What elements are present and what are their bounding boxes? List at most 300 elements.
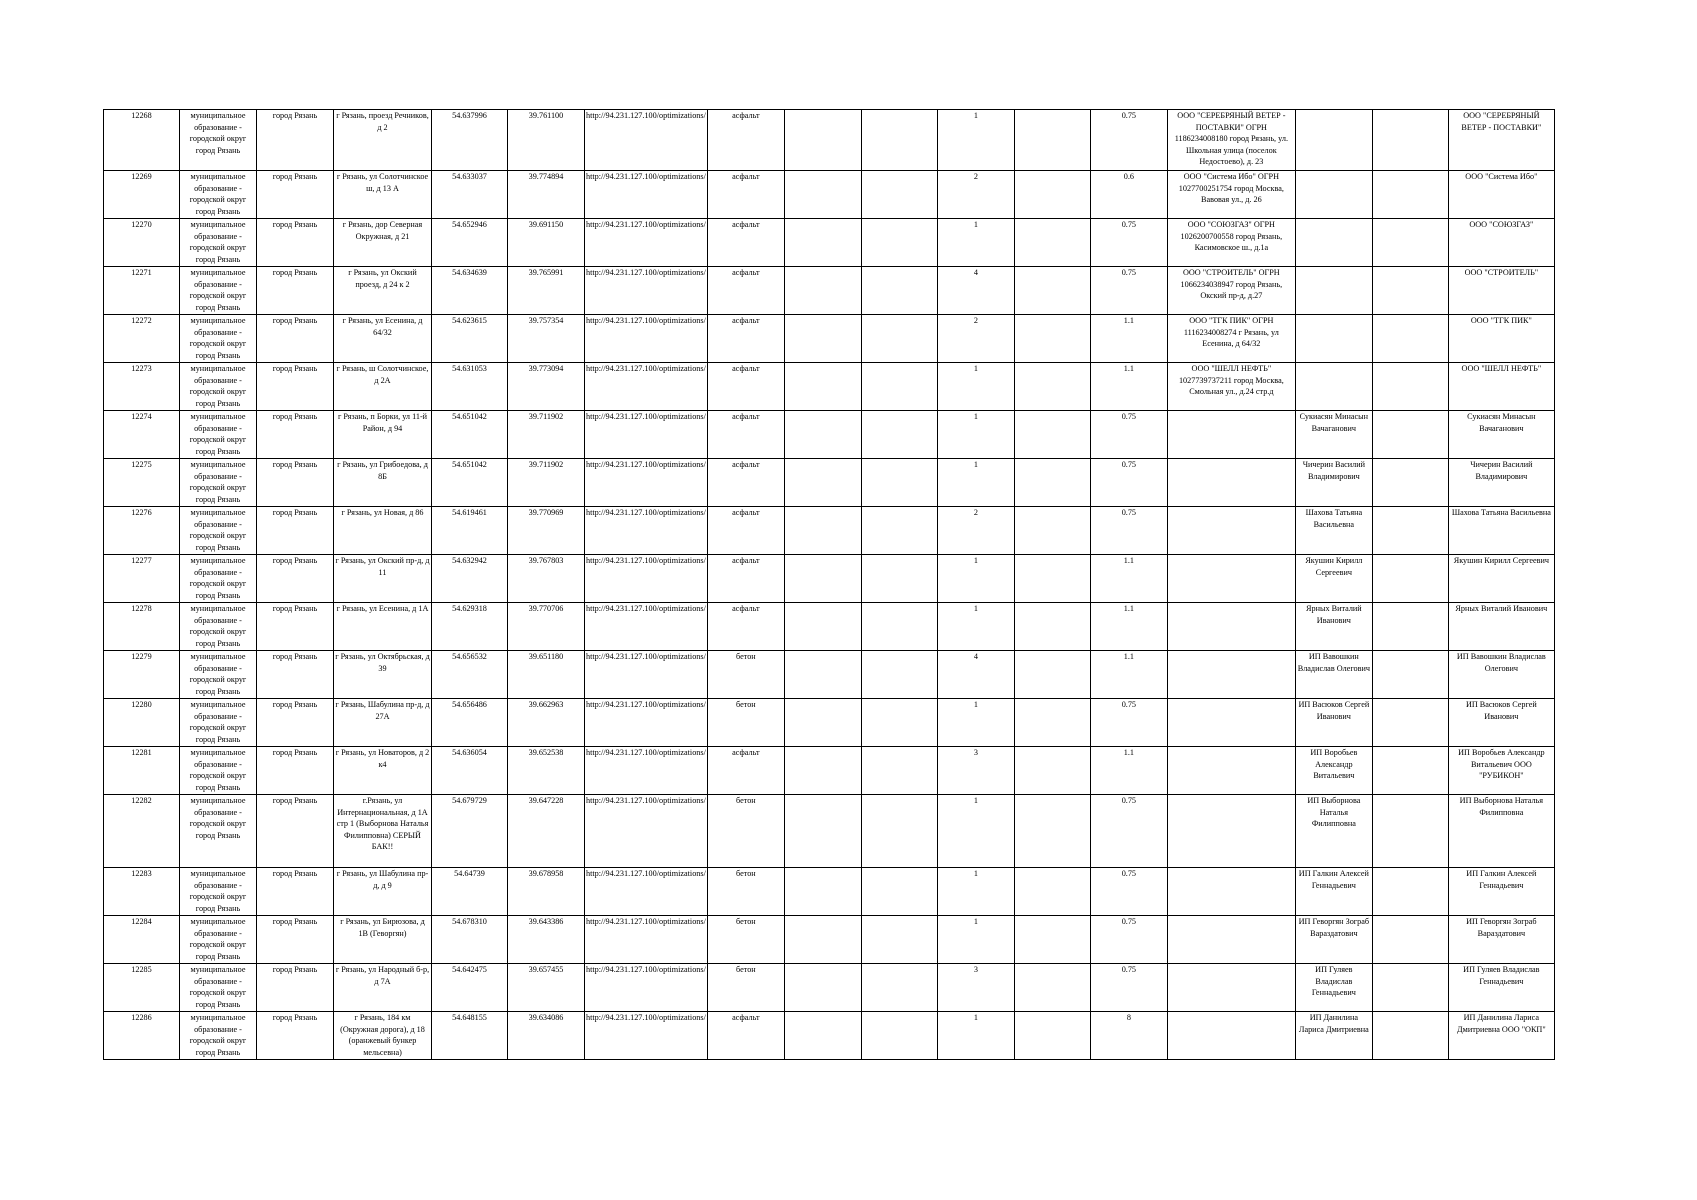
cell-empty [1372, 868, 1448, 916]
cell-municipality: муниципальное образование - городской округ город Рязань [180, 651, 257, 699]
cell-individual: Шахова Татьяна Васильевна [1295, 507, 1372, 555]
cell-longitude: 39.711902 [508, 411, 585, 459]
table-row [104, 555, 1555, 603]
cell-latitude: 54.651042 [432, 459, 508, 507]
cell-address: г Рязань, Шабулина пр-д, д 27А [334, 699, 432, 747]
cell-longitude: 39.774894 [508, 171, 585, 219]
cell-longitude: 39.765991 [508, 267, 585, 315]
cell-link[interactable]: http://94.231.127.100/optimizations/ [585, 315, 708, 363]
cell-empty [1372, 1012, 1448, 1060]
cell-address: г Рязань, ул Окский проезд, д 24 к 2 [334, 267, 432, 315]
table-body [104, 110, 1555, 1060]
cell-container-count: 1 [937, 916, 1014, 964]
cell-empty [1014, 1012, 1090, 1060]
cell-empty [861, 795, 937, 868]
cell-owner: ИП Гуляев Владислав Геннадьевич [1448, 964, 1554, 1012]
cell-organization: ООО "СЕРЕБРЯНЫЙ ВЕТЕР - ПОСТАВКИ" ОГРН 1186234008180 город Рязань, ул. Школьная улица (поселок Недостоево), д. 23 [1167, 110, 1295, 171]
cell-empty [861, 699, 937, 747]
cell-container-count: 4 [937, 651, 1014, 699]
cell-individual: ИП Галкин Алексей Геннадьевич [1295, 868, 1372, 916]
cell-empty [1014, 110, 1090, 171]
cell-id: 12268 [104, 110, 180, 171]
table-row [104, 267, 1555, 315]
cell-address: г Рязань, ш Солотчинское, д 2А [334, 363, 432, 411]
cell-link[interactable]: http://94.231.127.100/optimizations/ [585, 747, 708, 795]
cell-link[interactable]: http://94.231.127.100/optimizations/ [585, 964, 708, 1012]
cell-latitude: 54.652946 [432, 219, 508, 267]
cell-individual: ИП Геворгян Зограб Вараздатович [1295, 916, 1372, 964]
cell-longitude: 39.662963 [508, 699, 585, 747]
cell-city: город Рязань [257, 507, 334, 555]
cell-municipality: муниципальное образование - городской округ город Рязань [180, 411, 257, 459]
cell-container-volume: 0.6 [1090, 171, 1167, 219]
table-row [104, 219, 1555, 267]
cell-owner: Якушин Кирилл Сергеевич [1448, 555, 1554, 603]
cell-id: 12274 [104, 411, 180, 459]
table-row [104, 315, 1555, 363]
cell-latitude: 54.678310 [432, 916, 508, 964]
table-row [104, 603, 1555, 651]
cell-individual [1295, 267, 1372, 315]
cell-surface: асфальт [707, 459, 784, 507]
cell-link[interactable]: http://94.231.127.100/optimizations/ [585, 795, 708, 868]
cell-id: 12282 [104, 795, 180, 868]
cell-municipality: муниципальное образование - городской округ город Рязань [180, 171, 257, 219]
cell-empty [1014, 603, 1090, 651]
cell-link[interactable]: http://94.231.127.100/optimizations/ [585, 219, 708, 267]
cell-link[interactable]: http://94.231.127.100/optimizations/ [585, 699, 708, 747]
cell-empty [784, 699, 861, 747]
cell-individual: ИП Гуляев Владислав Геннадьевич [1295, 964, 1372, 1012]
cell-container-count: 1 [937, 795, 1014, 868]
cell-owner: Сукиасян Минасын Вачаганович [1448, 411, 1554, 459]
cell-organization [1167, 459, 1295, 507]
cell-link[interactable]: http://94.231.127.100/optimizations/ [585, 1012, 708, 1060]
cell-surface: асфальт [707, 110, 784, 171]
cell-empty [861, 964, 937, 1012]
cell-empty [1014, 747, 1090, 795]
cell-empty [861, 171, 937, 219]
cell-address: г Рязань, ул Есенина, д 64/32 [334, 315, 432, 363]
cell-latitude: 54.631053 [432, 363, 508, 411]
cell-container-count: 2 [937, 507, 1014, 555]
cell-address: г Рязань, ул Шабулина пр-д, д 9 [334, 868, 432, 916]
cell-organization [1167, 916, 1295, 964]
cell-municipality: муниципальное образование - городской округ город Рязань [180, 964, 257, 1012]
cell-id: 12281 [104, 747, 180, 795]
registry-table [103, 109, 1555, 1060]
cell-container-volume: 0.75 [1090, 219, 1167, 267]
cell-longitude: 39.770969 [508, 507, 585, 555]
cell-container-volume: 0.75 [1090, 868, 1167, 916]
cell-owner: ИП Выборнова Наталья Филипповна [1448, 795, 1554, 868]
cell-container-volume: 0.75 [1090, 916, 1167, 964]
cell-empty [1014, 363, 1090, 411]
cell-link[interactable]: http://94.231.127.100/optimizations/ [585, 267, 708, 315]
cell-empty [861, 603, 937, 651]
cell-empty [861, 916, 937, 964]
cell-surface: асфальт [707, 1012, 784, 1060]
cell-organization [1167, 747, 1295, 795]
cell-longitude: 39.767803 [508, 555, 585, 603]
cell-empty [784, 507, 861, 555]
cell-owner: ИП Геворгян Зограб Вараздатович [1448, 916, 1554, 964]
cell-surface: бетон [707, 868, 784, 916]
cell-empty [1014, 699, 1090, 747]
cell-empty [861, 459, 937, 507]
table-row [104, 747, 1555, 795]
table-row [104, 868, 1555, 916]
cell-empty [1372, 699, 1448, 747]
cell-empty [1014, 507, 1090, 555]
cell-longitude: 39.634086 [508, 1012, 585, 1060]
cell-empty [1014, 315, 1090, 363]
cell-surface: асфальт [707, 507, 784, 555]
cell-empty [1372, 747, 1448, 795]
cell-address: г Рязань, дор Северная Окружная, д 21 [334, 219, 432, 267]
cell-owner: ООО "ШЕЛЛ НЕФТЬ" [1448, 363, 1554, 411]
cell-empty [1014, 964, 1090, 1012]
cell-empty [784, 110, 861, 171]
cell-latitude: 54.642475 [432, 964, 508, 1012]
cell-longitude: 39.643386 [508, 916, 585, 964]
cell-individual [1295, 363, 1372, 411]
cell-organization [1167, 507, 1295, 555]
cell-city: город Рязань [257, 363, 334, 411]
cell-organization [1167, 603, 1295, 651]
cell-empty [1014, 267, 1090, 315]
cell-empty [861, 747, 937, 795]
table-row [104, 110, 1555, 171]
cell-link[interactable]: http://94.231.127.100/optimizations/ [585, 459, 708, 507]
cell-empty [1372, 507, 1448, 555]
cell-owner: ООО "СЕРЕБРЯНЫЙ ВЕТЕР - ПОСТАВКИ" [1448, 110, 1554, 171]
cell-organization [1167, 868, 1295, 916]
table-row [104, 171, 1555, 219]
cell-latitude: 54.656532 [432, 651, 508, 699]
cell-organization [1167, 651, 1295, 699]
cell-organization: ООО "СТРОИТЕЛЬ" ОГРН 1066234038947 город Рязань, Окский пр-д, д.27 [1167, 267, 1295, 315]
cell-empty [1372, 110, 1448, 171]
cell-container-volume: 1.1 [1090, 651, 1167, 699]
cell-address: г Рязань, 184 км (Окружная дорога), д 18 (оранжевый бункер мельсевна) [334, 1012, 432, 1060]
cell-surface: бетон [707, 651, 784, 699]
cell-city: город Рязань [257, 555, 334, 603]
table-row [104, 411, 1555, 459]
cell-container-volume: 1.1 [1090, 363, 1167, 411]
cell-municipality: муниципальное образование - городской округ город Рязань [180, 747, 257, 795]
cell-owner: ООО "СОЮЗГАЗ" [1448, 219, 1554, 267]
cell-city: город Рязань [257, 1012, 334, 1060]
cell-longitude: 39.657455 [508, 964, 585, 1012]
cell-individual: Якушин Кирилл Сергеевич [1295, 555, 1372, 603]
cell-id: 12285 [104, 964, 180, 1012]
cell-longitude: 39.770706 [508, 603, 585, 651]
cell-latitude: 54.619461 [432, 507, 508, 555]
cell-address: г Рязань, ул Новаторов, д 2 к4 [334, 747, 432, 795]
cell-empty [784, 267, 861, 315]
cell-city: город Рязань [257, 651, 334, 699]
cell-municipality: муниципальное образование - городской округ город Рязань [180, 603, 257, 651]
cell-container-volume: 1.1 [1090, 603, 1167, 651]
cell-empty [1372, 916, 1448, 964]
cell-container-volume: 1.1 [1090, 555, 1167, 603]
table-row [104, 459, 1555, 507]
cell-empty [1014, 555, 1090, 603]
cell-id: 12280 [104, 699, 180, 747]
cell-empty [861, 267, 937, 315]
cell-id: 12286 [104, 1012, 180, 1060]
cell-empty [1372, 651, 1448, 699]
cell-container-count: 3 [937, 964, 1014, 1012]
cell-address: г.Рязань, ул Интернациональная, д 1А стр 1 (Выборнова Наталья Филипповна) СЕРЫЙ БАК!! [334, 795, 432, 868]
cell-empty [861, 507, 937, 555]
cell-id: 12269 [104, 171, 180, 219]
cell-empty [861, 411, 937, 459]
cell-latitude: 54.634639 [432, 267, 508, 315]
cell-container-count: 1 [937, 110, 1014, 171]
cell-municipality: муниципальное образование - городской округ город Рязань [180, 363, 257, 411]
cell-empty [784, 555, 861, 603]
cell-address: г Рязань, п Борки, ул 11-й Район, д 94 [334, 411, 432, 459]
cell-municipality: муниципальное образование - городской округ город Рязань [180, 459, 257, 507]
cell-empty [1014, 868, 1090, 916]
cell-empty [784, 603, 861, 651]
cell-individual [1295, 171, 1372, 219]
cell-owner: ИП Галкин Алексей Геннадьевич [1448, 868, 1554, 916]
table-row [104, 651, 1555, 699]
cell-surface: асфальт [707, 411, 784, 459]
cell-surface: бетон [707, 964, 784, 1012]
cell-municipality: муниципальное образование - городской округ город Рязань [180, 315, 257, 363]
cell-empty [861, 315, 937, 363]
table-row [104, 916, 1555, 964]
cell-empty [1372, 411, 1448, 459]
cell-longitude: 39.711902 [508, 459, 585, 507]
cell-municipality: муниципальное образование - городской округ город Рязань [180, 267, 257, 315]
cell-link[interactable]: http://94.231.127.100/optimizations/ [585, 411, 708, 459]
cell-id: 12277 [104, 555, 180, 603]
cell-address: г Рязань, ул Октябрьская, д 39 [334, 651, 432, 699]
cell-city: город Рязань [257, 795, 334, 868]
cell-owner: ИП Вавошкин Владислав Олегович [1448, 651, 1554, 699]
cell-city: город Рязань [257, 964, 334, 1012]
cell-container-volume: 1.1 [1090, 315, 1167, 363]
cell-city: город Рязань [257, 110, 334, 171]
cell-empty [1014, 459, 1090, 507]
cell-individual: Сукиасян Минасын Вачаганович [1295, 411, 1372, 459]
cell-latitude: 54.64739 [432, 868, 508, 916]
cell-empty [1372, 795, 1448, 868]
cell-owner: Чичерин Василий Владимирович [1448, 459, 1554, 507]
cell-individual: ИП Воробьев Александр Витальевич [1295, 747, 1372, 795]
cell-link[interactable]: http://94.231.127.100/optimizations/ [585, 555, 708, 603]
cell-container-volume: 0.75 [1090, 459, 1167, 507]
cell-id: 12270 [104, 219, 180, 267]
cell-organization [1167, 964, 1295, 1012]
cell-individual: ИП Васюков Сергей Иванович [1295, 699, 1372, 747]
cell-empty [1014, 651, 1090, 699]
cell-address: г Рязань, ул Есенина, д 1А [334, 603, 432, 651]
cell-city: город Рязань [257, 603, 334, 651]
cell-empty [784, 651, 861, 699]
table-row [104, 699, 1555, 747]
cell-container-count: 1 [937, 699, 1014, 747]
cell-individual: Ярных Виталий Иванович [1295, 603, 1372, 651]
cell-container-count: 1 [937, 868, 1014, 916]
cell-container-count: 1 [937, 603, 1014, 651]
cell-empty [1014, 171, 1090, 219]
table-row [104, 795, 1555, 868]
cell-surface: асфальт [707, 363, 784, 411]
cell-container-count: 1 [937, 459, 1014, 507]
cell-latitude: 54.629318 [432, 603, 508, 651]
cell-container-volume: 0.75 [1090, 964, 1167, 1012]
cell-surface: асфальт [707, 171, 784, 219]
cell-container-count: 1 [937, 363, 1014, 411]
cell-owner: ИП Данилина Лариса Дмитриевна ООО "ОКП" [1448, 1012, 1554, 1060]
cell-container-volume: 8 [1090, 1012, 1167, 1060]
cell-empty [1372, 363, 1448, 411]
cell-empty [1372, 555, 1448, 603]
cell-empty [861, 110, 937, 171]
cell-id: 12271 [104, 267, 180, 315]
cell-empty [784, 315, 861, 363]
cell-owner: Шахова Татьяна Васильевна [1448, 507, 1554, 555]
cell-empty [1372, 964, 1448, 1012]
cell-longitude: 39.647228 [508, 795, 585, 868]
cell-empty [861, 363, 937, 411]
cell-city: город Рязань [257, 171, 334, 219]
cell-surface: асфальт [707, 315, 784, 363]
cell-id: 12284 [104, 916, 180, 964]
cell-city: город Рязань [257, 747, 334, 795]
cell-empty [861, 555, 937, 603]
cell-link[interactable]: http://94.231.127.100/optimizations/ [585, 363, 708, 411]
cell-latitude: 54.679729 [432, 795, 508, 868]
cell-address: г Рязань, ул Окский пр-д, д 11 [334, 555, 432, 603]
cell-container-count: 1 [937, 411, 1014, 459]
cell-address: г Рязань, проезд Речников, д 2 [334, 110, 432, 171]
cell-city: город Рязань [257, 699, 334, 747]
cell-link[interactable]: http://94.231.127.100/optimizations/ [585, 507, 708, 555]
cell-address: г Рязань, ул Бирюзова, д 1В (Геворгян) [334, 916, 432, 964]
cell-empty [784, 219, 861, 267]
cell-container-volume: 0.75 [1090, 110, 1167, 171]
cell-latitude: 54.623615 [432, 315, 508, 363]
cell-longitude: 39.757354 [508, 315, 585, 363]
cell-longitude: 39.652538 [508, 747, 585, 795]
cell-link[interactable]: http://94.231.127.100/optimizations/ [585, 110, 708, 171]
cell-individual [1295, 110, 1372, 171]
cell-id: 12273 [104, 363, 180, 411]
cell-city: город Рязань [257, 411, 334, 459]
cell-latitude: 54.637996 [432, 110, 508, 171]
cell-organization [1167, 699, 1295, 747]
cell-municipality: муниципальное образование - городской округ город Рязань [180, 110, 257, 171]
cell-empty [784, 171, 861, 219]
cell-owner: Ярных Виталий Иванович [1448, 603, 1554, 651]
cell-surface: асфальт [707, 747, 784, 795]
cell-city: город Рязань [257, 267, 334, 315]
cell-container-volume: 0.75 [1090, 699, 1167, 747]
cell-container-count: 1 [937, 555, 1014, 603]
cell-latitude: 54.632942 [432, 555, 508, 603]
cell-longitude: 39.678958 [508, 868, 585, 916]
cell-municipality: муниципальное образование - городской округ город Рязань [180, 699, 257, 747]
cell-organization [1167, 1012, 1295, 1060]
cell-empty [784, 747, 861, 795]
cell-individual [1295, 315, 1372, 363]
cell-empty [784, 916, 861, 964]
cell-owner: ООО "ТГК ПИК" [1448, 315, 1554, 363]
table-row [104, 363, 1555, 411]
cell-link[interactable]: http://94.231.127.100/optimizations/ [585, 171, 708, 219]
cell-organization [1167, 411, 1295, 459]
cell-empty [861, 219, 937, 267]
cell-surface: бетон [707, 795, 784, 868]
cell-longitude: 39.651180 [508, 651, 585, 699]
cell-organization [1167, 795, 1295, 868]
cell-container-volume: 1.1 [1090, 747, 1167, 795]
cell-individual: Чичерин Василий Владимирович [1295, 459, 1372, 507]
cell-address: г Рязань, ул Новая, д 86 [334, 507, 432, 555]
table-row [104, 964, 1555, 1012]
cell-surface: асфальт [707, 267, 784, 315]
cell-city: город Рязань [257, 315, 334, 363]
cell-link[interactable]: http://94.231.127.100/optimizations/ [585, 868, 708, 916]
cell-organization [1167, 555, 1295, 603]
cell-organization: ООО "ШЕЛЛ НЕФТЬ" 1027739737211 город Москва, Смольная ул., д.24 стр.д [1167, 363, 1295, 411]
cell-container-volume: 0.75 [1090, 507, 1167, 555]
cell-address: г Рязань, ул Грибоедова, д 8Б [334, 459, 432, 507]
cell-container-volume: 0.75 [1090, 795, 1167, 868]
cell-address: г Рязань, ул Народный б-р, д 7А [334, 964, 432, 1012]
cell-empty [1014, 411, 1090, 459]
cell-container-count: 3 [937, 747, 1014, 795]
cell-owner: ИП Васюков Сергей Иванович [1448, 699, 1554, 747]
cell-individual: ИП Данилина Лариса Дмитриевна [1295, 1012, 1372, 1060]
cell-organization: ООО "СОЮЗГАЗ" ОГРН 1026200700558 город Рязань, Касимовское ш., д.1а [1167, 219, 1295, 267]
cell-empty [861, 1012, 937, 1060]
cell-address: г Рязань, ул Солотчинское ш, д 13 А [334, 171, 432, 219]
cell-empty [1014, 795, 1090, 868]
table-row [104, 1012, 1555, 1060]
cell-municipality: муниципальное образование - городской округ город Рязань [180, 507, 257, 555]
cell-id: 12283 [104, 868, 180, 916]
cell-owner: ООО "Система Ибо" [1448, 171, 1554, 219]
cell-id: 12279 [104, 651, 180, 699]
cell-container-count: 1 [937, 219, 1014, 267]
cell-municipality: муниципальное образование - городской округ город Рязань [180, 555, 257, 603]
cell-empty [1014, 219, 1090, 267]
cell-surface: асфальт [707, 555, 784, 603]
cell-municipality: муниципальное образование - городской округ город Рязань [180, 916, 257, 964]
cell-empty [1372, 219, 1448, 267]
cell-container-count: 2 [937, 315, 1014, 363]
cell-link[interactable]: http://94.231.127.100/optimizations/ [585, 651, 708, 699]
cell-latitude: 54.656486 [432, 699, 508, 747]
cell-empty [784, 363, 861, 411]
cell-individual [1295, 219, 1372, 267]
cell-surface: бетон [707, 916, 784, 964]
cell-city: город Рязань [257, 916, 334, 964]
cell-municipality: муниципальное образование - городской округ город Рязань [180, 1012, 257, 1060]
cell-link[interactable]: http://94.231.127.100/optimizations/ [585, 603, 708, 651]
cell-link[interactable]: http://94.231.127.100/optimizations/ [585, 916, 708, 964]
cell-organization: ООО "Система Ибо" ОГРН 1027700251754 город Москва, Вавовая ул., д. 26 [1167, 171, 1295, 219]
cell-municipality: муниципальное образование - городской округ город Рязань [180, 795, 257, 868]
